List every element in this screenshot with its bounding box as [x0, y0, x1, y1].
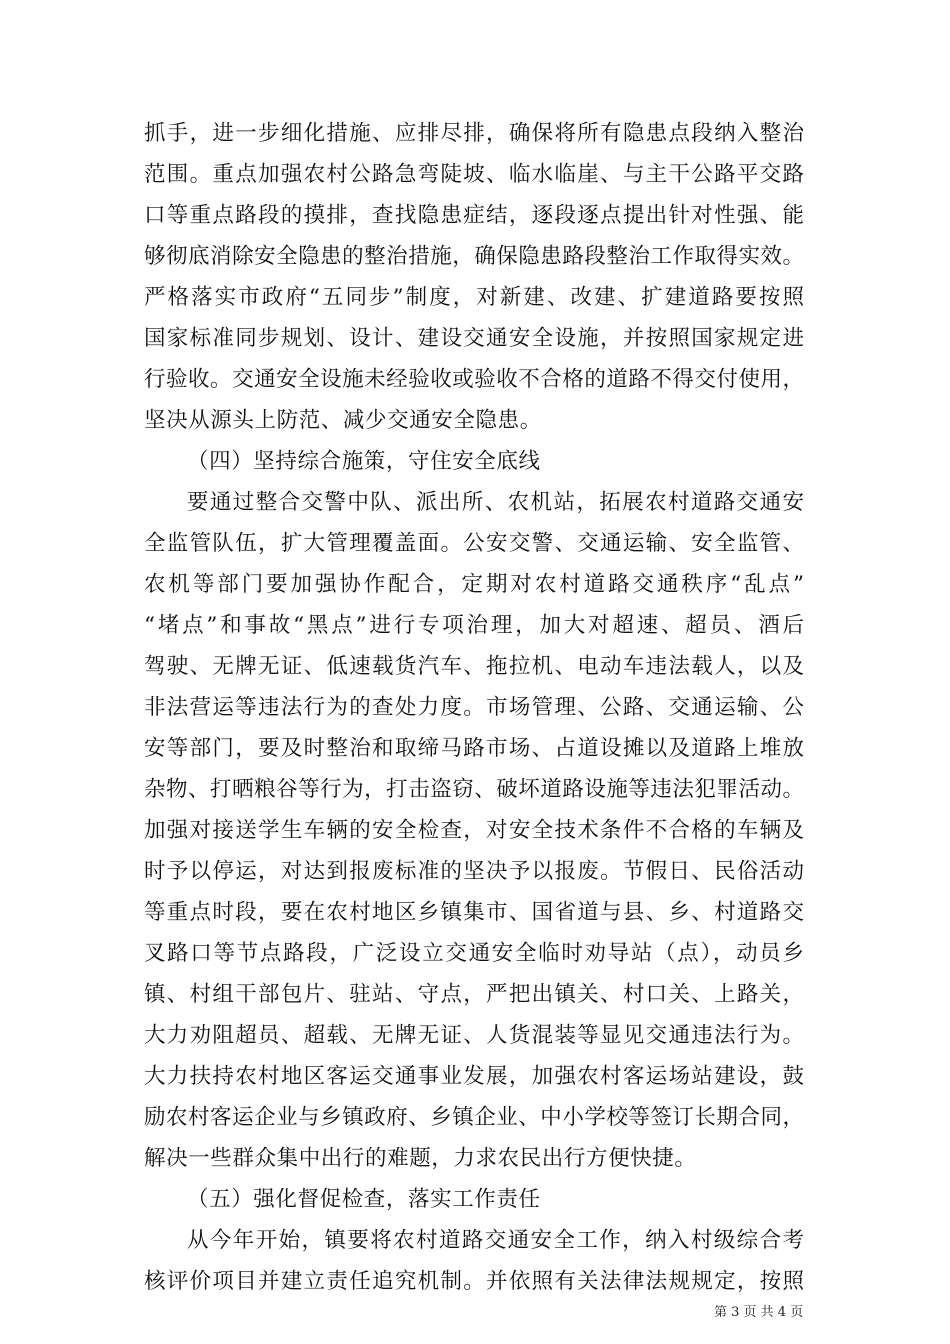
text-line: 核评价项目并建立责任追究机制。并依照有关法律法规规定，按照 — [144, 1269, 804, 1294]
text-line: 农机等部门要加强协作配合，定期对农村道路交通秩序“乱点” — [144, 572, 804, 597]
text-line: “堵点”和事故“黑点”进行专项治理，加大对超速、超员、酒后 — [144, 613, 804, 638]
text-line: 口等重点路段的摸排，查找隐患症结，逐段逐点提出针对性强、能 — [144, 203, 804, 228]
section-heading: （四）坚持综合施策，守住安全底线 — [187, 449, 541, 474]
text-line: 杂物、打晒粮谷等行为，打击盗窃、破坏道路设施等违法犯罪活动。 — [144, 777, 804, 802]
text-line: 等重点时段，要在农村地区乡镇集市、国省道与县、乡、村道路交 — [144, 900, 804, 925]
text-line: 驾驶、无牌无证、低速载货汽车、拖拉机、电动车违法载人，以及 — [144, 654, 804, 679]
text-line: 范围。重点加强农村公路急弯陡坡、临水临崖、与主干公路平交路 — [144, 162, 804, 187]
text-line: 严格落实市政府“五同步”制度，对新建、改建、扩建道路要按照 — [144, 285, 804, 310]
text-line: 国家标准同步规划、设计、建设交通安全设施，并按照国家规定进 — [144, 326, 804, 351]
text-line: 解决一些群众集中出行的难题，力求农民出行方便快捷。 — [144, 1146, 697, 1171]
text-line: 励农村客运企业与乡镇政府、乡镇企业、中小学校等签订长期合同， — [144, 1105, 804, 1130]
text-line: 全监管队伍，扩大管理覆盖面。公安交警、交通运输、安全监管、 — [144, 531, 804, 556]
text-line: 行验收。交通安全设施未经验收或验收不合格的道路不得交付使用， — [144, 367, 804, 392]
text-line: 够彻底消除安全隐患的整治措施，确保隐患路段整治工作取得实效。 — [144, 244, 804, 269]
text-line: 非法营运等违法行为的查处力度。市场管理、公路、交通运输、公 — [144, 695, 804, 720]
page-number: 第 3 页 共 4 页 — [714, 1305, 804, 1320]
text-line: 时予以停运，对达到报废标准的坚决予以报废。节假日、民俗活动 — [144, 859, 804, 884]
text-line: 大力扶持农村地区客运交通事业发展，加强农村客运场站建设，鼓 — [144, 1064, 804, 1089]
text-line: 叉路口等节点路段，广泛设立交通安全临时劝导站（点），动员乡 — [144, 941, 804, 966]
text-line: 从今年开始，镇要将农村道路交通安全工作，纳入村级综合考 — [187, 1228, 804, 1253]
text-line: 镇、村组干部包片、驻站、守点，严把出镇关、村口关、上路关， — [144, 982, 804, 1007]
text-line: 要通过整合交警中队、派出所、农机站，拓展农村道路交通安 — [187, 490, 804, 515]
text-line: 抓手，进一步细化措施、应排尽排，确保将所有隐患点段纳入整治 — [144, 121, 804, 146]
text-line: 坚决从源头上防范、减少交通安全隐患。 — [144, 408, 542, 433]
text-line: 大力劝阻超员、超载、无牌无证、人货混装等显见交通违法行为。 — [144, 1023, 804, 1048]
section-heading: （五）强化督促检查，落实工作责任 — [187, 1187, 541, 1212]
text-line: 加强对接送学生车辆的安全检查，对安全技术条件不合格的车辆及 — [144, 818, 804, 843]
text-line: 安等部门，要及时整治和取缔马路市场、占道设摊以及道路上堆放 — [144, 736, 804, 761]
